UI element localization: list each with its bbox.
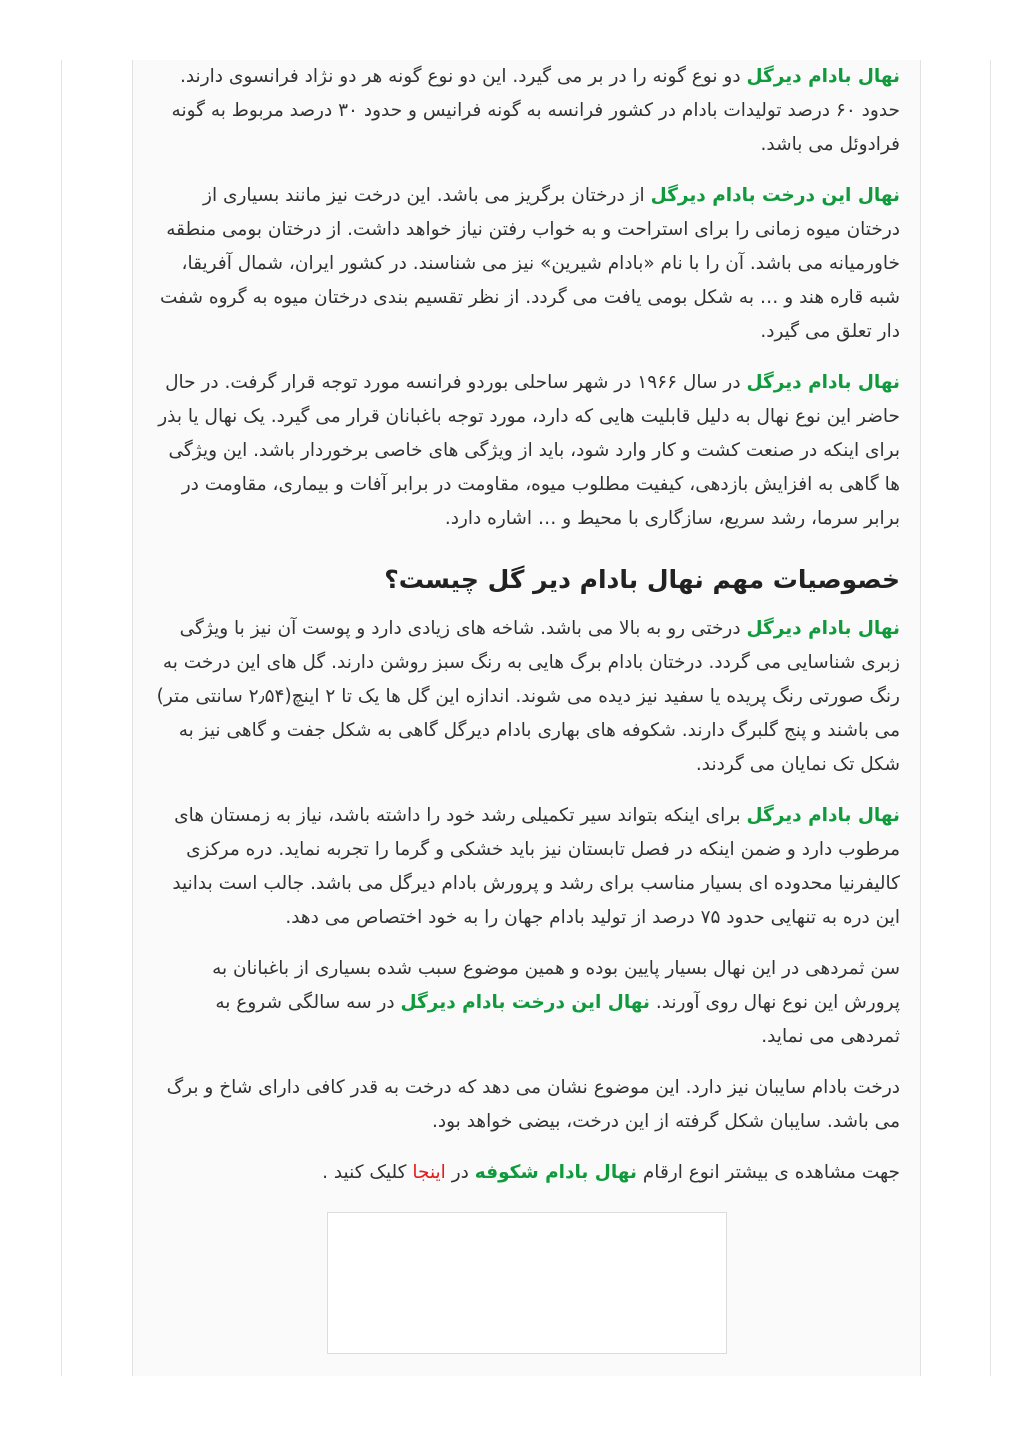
image-placeholder: [327, 1212, 727, 1354]
paragraph-text: در سه سالگی شروع به ثمردهی می نماید.: [215, 992, 900, 1047]
here-link[interactable]: اینجا: [412, 1162, 446, 1183]
keyword-link[interactable]: نهال بادام دیرگل: [746, 66, 900, 87]
paragraph-text: درختی رو به بالا می باشد. شاخه های زیادی دارد و پوست آن نیز با ویژگی زبری شناسایی می گردد. درختان بادام برگ هایی به رنگ سبز روشن دارند. گل های این درخت به رنگ صورتی رنگ پریده یا سفید نیز دیده می شوند. اندازه این گل ها یک تا ۲ اینچ(۲٫۵۴ سانتی متر) می باشند و پنج گلبرگ دارند. شکوفه های بهاری بادام دیرگل گاهی به شکل جفت و گاهی نیز به شکل تک نمایان می گردند.: [156, 618, 900, 775]
keyword-link[interactable]: نهال بادام دیرگل: [746, 372, 900, 393]
section-heading: خصوصیات مهم نهال بادام دیر گل چیست؟: [384, 565, 900, 594]
keyword-link[interactable]: نهال بادام دیرگل: [746, 805, 900, 826]
paragraph-6: [153, 952, 900, 1054]
paragraph-text: در: [445, 1162, 475, 1183]
keyword-link[interactable]: نهال بادام شکوفه: [474, 1162, 637, 1183]
keyword-link[interactable]: نهال بادام دیرگل: [746, 618, 900, 639]
paragraph-8: [153, 1156, 900, 1190]
paragraph-2: [153, 179, 900, 349]
paragraph-text: برای اینکه بتواند سیر تکمیلی رشد خود را داشته باشد، نیاز به زمستان های مرطوب دارد و ضمن اینکه در فصل تابستان نیز باید خشکی و گرما را تجربه نماید. دره مرکزی کالیفرنیا محدوده ای بسیار مناسب برای رشد و پرورش بادام دیرگل می باشد. جالب است بدانید این دره به تنهایی حدود ۷۵ درصد از تولید بادام جهان را به خود اختصاص می دهد.: [172, 805, 900, 928]
paragraph-text: از درختان برگریز می باشد. این درخت نیز مانند بسیاری از درختان میوه زمانی را برای استراحت و به خواب رفتن نیاز خواهد داشت. از درختان بومی منطقه خاورمیانه می باشد. آن را با نام «بادام شیرین» نیز می شناسند. در کشور ایران، شمال آفریقا، شبه قاره هند و … به شکل بومی یافت می گردد. از نظر تقسیم بندی درختان میوه به گروه شفت دار تعلق می گیرد.: [160, 185, 900, 342]
paragraph-text: کلیک کنید .: [322, 1162, 413, 1183]
paragraph-1: [153, 60, 900, 162]
article-card: [132, 60, 921, 1376]
paragraph-7: [153, 1071, 900, 1139]
paragraph-text: درخت بادام سایبان نیز دارد. این موضوع نشان می دهد که درخت به قدر کافی دارای شاخ و برگ می باشد. سایبان شکل گرفته از این درخت، بیضی خواهد بود.: [166, 1077, 900, 1132]
paragraph-text: دو نوع گونه را در بر می گیرد. این دو نوع گونه هر دو نژاد فرانسوی دارند. حدود ۶۰ درصد تولیدات بادام در کشور فرانسه به گونه فرانیس و حدود ۳۰ درصد مربوط به گونه فرادوئل می باشد.: [171, 66, 900, 155]
paragraph-text: سن ثمردهی در این نهال بسیار پایین بوده و همین موضوع سبب شده بسیاری از باغبانان به پرورش این نوع نهال روی آورند.: [212, 958, 900, 1013]
paragraph-3: [153, 366, 900, 536]
article-body: [133, 60, 920, 1354]
paragraph-text: در سال ۱۹۶۶ در شهر ساحلی بوردو فرانسه مورد توجه قرار گرفت. در حال حاضر این نوع نهال به دلیل قابلیت هایی که دارد، مورد توجه باغبانان قرار می گیرد. یک نهال یا بذر برای اینکه در صنعت کشت و کار وارد شود، باید از ویژگی های خاصی برخوردار باشد. این ویژگی ها گاهی به افزایش بازدهی، کیفیت مطلوب میوه، مقاومت در برابر آفات و بیماری، مقاومت در برابر سرما، رشد سریع، سازگاری با محیط و … اشاره دارد.: [158, 372, 900, 529]
keyword-link[interactable]: نهال این درخت بادام دیرگل: [400, 992, 650, 1013]
paragraph-5: [153, 799, 900, 935]
paragraph-text: جهت مشاهده ی بیشتر انوع ارقام: [636, 1162, 900, 1183]
paragraph-4: [153, 612, 900, 782]
keyword-link[interactable]: نهال این درخت بادام دیرگل: [650, 185, 900, 206]
